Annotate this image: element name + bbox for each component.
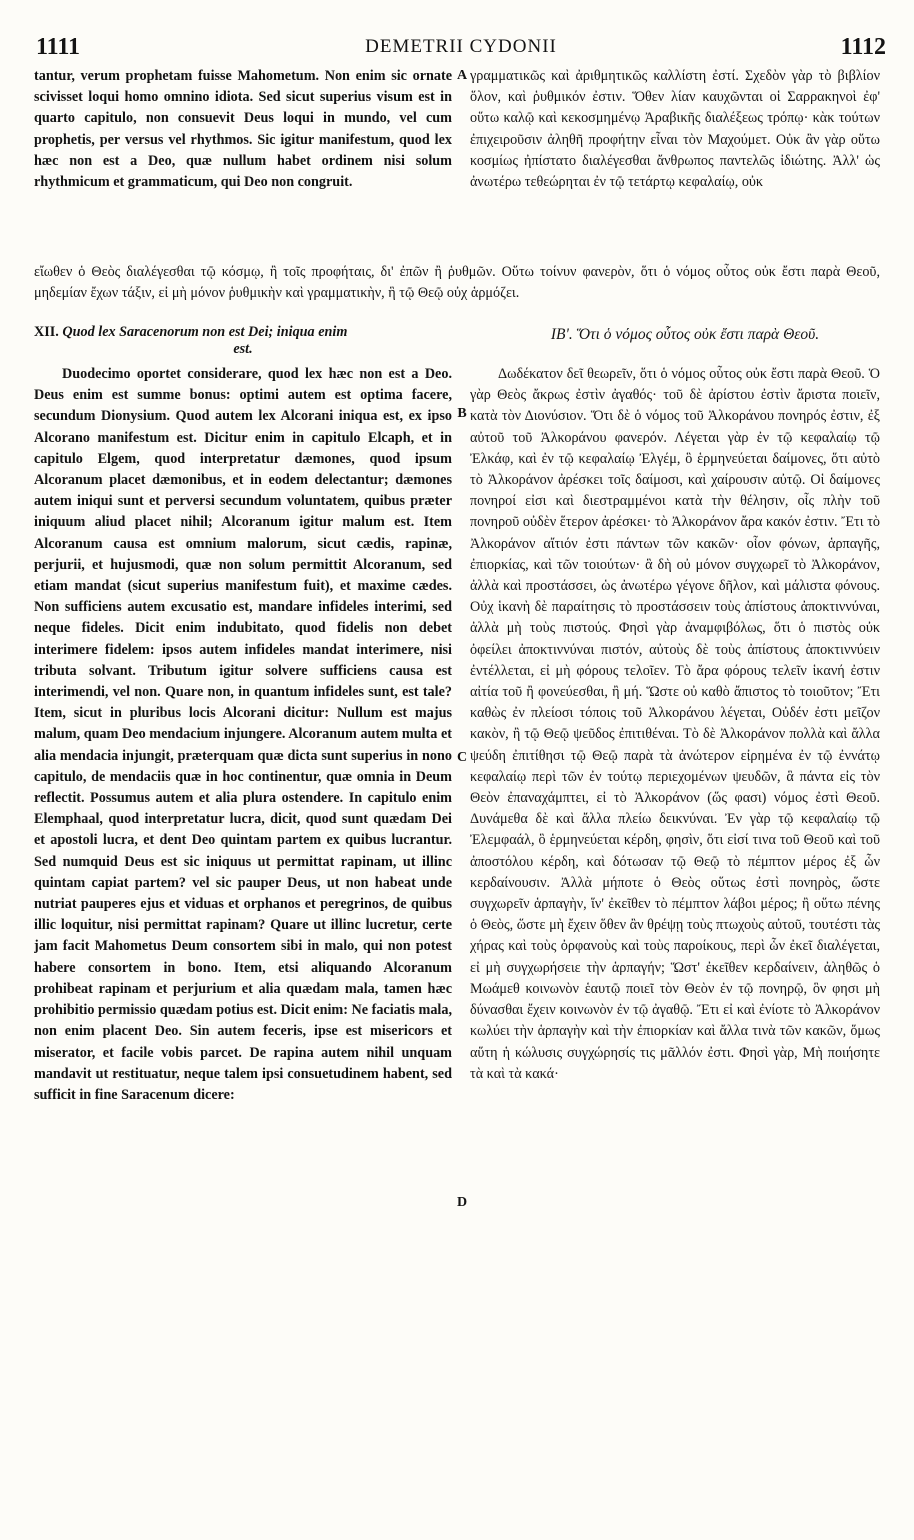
latin-chapter-number: XII. (34, 324, 59, 340)
running-header (36, 34, 886, 62)
greek-column-body (470, 364, 880, 1532)
greek-spanning-lines (34, 262, 880, 304)
margin-letter-d: D (456, 1195, 468, 1210)
latin-paragraph: tantur, verum prophetam fuisse Mahometum. Non enim sic ornate scivisset loqui homo omnino idiota. Sed sicut superius visum est in quarto capitulo, non consuevit Deus loqui in mundo, vel cum prophetis, per versus vel rhythmos. Sic igitur manifestum, quod lex hæc non est a Deo, quæ nullum habet ordinem nisi solum rhythmicum et grammaticum, qui Deo non congruit. (34, 68, 452, 191)
latin-chapter-heading (34, 324, 452, 358)
greek-column-top (470, 66, 880, 258)
greek-paragraph: Δωδέκατον δεῖ θεωρεῖν, ὅτι ὁ νόμος οὗτος οὐκ ἔστι παρὰ Θεοῦ. Ὁ γὰρ Θεὸς ἄκρως ἐστὶν ἀγαθός· τοῦ δὲ ἀρίστου ἐστὶν ἄριστα ποιεῖν, κατὰ τὸν Διονύσιον. Ὅτι δὲ ὁ νόμος τοῦ Ἀλκοράνου πονηρός ἐστιν, ἐξ αὐτοῦ τοῦ Ἀλκοράνου φανερόν. Λέγεται γὰρ ἐν τῷ κεφαλαίῳ τῷ Ἐλκάφ, καὶ ἐν τῷ κεφαλαίῳ Ἐλγέμ, ὃ ἑρμηνεύεται δαίμονες, ὅτι αὐτὸ τὸ Ἀλκοράνον ἀρέσκει τοῖς δαίμοσι, καὶ χαίρουσιν αὐτῷ. Οἱ δαίμονες πονηροί εἰσι καὶ διεστραμμένοι κατὰ τὴν θέλησιν, οἷς πλὴν τοῦ πονηροῦ οὐδὲν ἕτερον ἀρέσκει· τὸ Ἀλκοράνον ἄρα κακόν ἐστιν. Ἔτι τὸ Ἀλκοράνον αἴτιόν ἐστι πάντων τῶν κακῶν· οἷον φόνων, ἁρπαγῆς, ἐπιορκίας, καὶ τῶν τοιούτων· ἃ δὴ οὐ μόνον συγχωρεῖ τὸ Ἀλκοράνον, ἀλλὰ καὶ προστάσσει, ὡς ἀνωτέρω γέγονε δῆλον, καὶ μάλιστα φόνους. Οὐχ ἱκανὴ δὲ παραίτησις τὸ προστάσσειν τοὺς ἀπίστους ἀποκτιννύναι, ἀλλὰ μὴ τοὺς πιστούς. Φησὶ γὰρ ἀναμφιβόλως, ὅτι ὁ πιστὸς οὐκ ὀφείλει ἀποκτιννύναι πιστόν, αὐτοὺς δὲ τοὺς ἀπίστους ἀποκτιννύειν ἐντέλλεται, εἰ μὴ φόρους τελοῖεν. Τὸ ἄρα φόρους τελεῖν ἱκανή ἐστιν αἰτία τοῦ ἢ φονεύεσθαι, ἢ μή. Ὥστε οὐ καθὸ ἄπιστος τὸ τοιοῦτον; Ἔτι καθὼς ἐν πλείοσι τόποις τοῦ Ἀλκοράνου λέγεται, Οὐδέν ἐστι μεῖζον κακὸν, ἢ τῷ Θεῷ ψεῦδος ἐπιτιθέναι. Τὸ δὲ Ἀλκοράνον πολλὰ καὶ ἄλλα ψεύδη ἐπιτίθησι τῷ Θεῷ παρὰ τὰ ἀνώτερον εἰρημένα ἐν τῷ ἐννάτῳ κεφαλαίῳ περὶ τῶν ἐν τούτῳ περιεχομένων ψευδῶν, ἃ πάντα εἰς τὸν Θεὸν ἐπαναχάμπτει, εἰ τὸ Ἀλκοράνον (ὥς φασι) νόμος ἐστὶ Θεοῦ. Δυνάμεθα δὲ καὶ ἄλλα πλείω δεικνύναι. Ἐν γὰρ τῷ κεφαλαίῳ τῷ Ἐλεμφαάλ, ὃ ἑρμηνεύεται κέρδη, φησὶν, ὅτι εἰσί τινα τοῦ Θεοῦ καὶ τοῦ ἀποστόλου κέρδη, καὶ δότωσαν τῷ Θεῷ τὸ πέμπτον μέρος ἐξ ὧν κερδαίνουσιν. Ἀλλὰ μήποτε ὁ Θεὸς οὕτως ἐστὶ πονηρὸς, ὥστε συγχωρεῖν ἁρπαγὴν, ἵν' ἐκεῖθεν τὸ πέμπτον λάβοι μέρος; ἢ οὕτω πένης ὁ Θεὸς, ὥστε μὴ ἔχειν ὅθεν ἂν θρέψῃ τοὺς πτωχοὺς αὐτοῦ, τουτέστι τὰς χήρας καὶ τοὺς ὀρφανοὺς καὶ τοὺς παροίκους, περὶ ὧν ἐκεῖ διαλέγεται, εἰ μὴ συγχωρήσειε τὴν ἁρπαγήν; Ὥστ' ἐκεῖθεν κερδαίνειν, ἀληθῶς ὁ Μωάμεθ κοινωνὸν ἑαυτῷ ποιεῖ τὸν Θεὸν ἐν τῷ πονηρῷ, ὃν φησι μὴ δύνασθαι ἔχειν κοινωνὸν ἐν τῷ ἀγαθῷ. Ἔτι εἰ καὶ ἐνίοτε τὸ Ἀλκοράνον κωλύει τὴν ἁρπαγὴν καὶ τὴν ἐπιορκίαν καὶ ἄλλα τινὰ τῶν κακῶν, ὅμως αὕτη ἡ κώλυσις συγχώρησίς τις μᾶλλόν ἐστι. Φησὶ γὰρ, Μὴ ποιήσητε τὰ καὶ τὰ κακά· (470, 366, 880, 1082)
greek-spanning-text: εἴωθεν ὁ Θεὸς διαλέγεσθαι τῷ κόσμῳ, ἢ τοῖς προφήταις, δι' ἐπῶν ἢ ῥυθμῶν. Οὕτω τοίνυν φανερὸν, ὅτι ὁ νόμος οὗτος οὐκ ἔστι παρὰ Θεοῦ, μηδεμίαν ἔχων τάξιν, εἰ μὴ μόνον ῥυθμικὴν καὶ γραμματικὴν, ἣ τῷ Θεῷ οὐχ ἁρμόζει. (34, 264, 880, 302)
margin-letter-a: A (456, 68, 468, 83)
latin-paragraph: Duodecimo oportet considerare, quod lex hæc non est a Deo. Deus enim est summe bonus: optimi autem est optima facere, secundum Dionysium. Quod autem lex Alcorani iniqua est, ex ipso Alcorano manifestum est. Dicitur enim in capitulo Elcaph, et in capitulo Elgem, quod interpretatur dæmones, quod ipsum Alcoranum placet dæmonibus, et in eodem delectantur; dæmones autem iniqui sunt et perversi secundum voluntatem, quibus præter iniquum aliud placet nihil; Alcoranum igitur malum est. Item Alcoranum causa est omnium malorum, sicut cædis, rapinæ, perjurii, et hujusmodi, quæ non solum permittit Alcoranum, sed etiam mandat (sicut superius manifestum fuit), et maxime cædes. Non sufficiens autem excusatio est, mandare infideles interimi, sed neque fideles. Dicit enim indubitato, quod fidelis non debet interimere fidelem: ipsos autem infideles mandat interimere, nisi tributa solvant. Tributum igitur solvere sufficiens causa est interimendi, vel non. Quare non, in quantum infideles sunt, est tale? Item, sicut in pluribus locis Alcorani dicitur: Nullum est majus malum, quam Deo mendacium injungere. Alcoranum autem multa et alia mendacia injungit, præterquam quæ dicta sunt superius in nono capitulo, de mendaciis quæ in hoc continentur, quæ omnia in Deum reflectit. Possumus autem et alia plura ostendere. In capitulo enim Elemphaal, quod interpretatur lucra, dicit, quod sunt quædam Dei et apostoli lucra, et dent Deo quintam partem ex quibus lucrantur. Sed numquid Deus est sic iniquus ut permittat rapinam, ut illinc quintam capiat partem? vel sic pauper Deus, ut non habeat unde nutriat pauperes ejus et viduas et orphanos et peregrinos, de quibus illic loquitur, nisi permittat rapinam? Quare ut illinc lucretur, certe jam facit Mahometus Deum consortem sibi in malo, qui non potest habere consortem in bono. Item, etsi aliquando Alcoranum prohibeat rapinam et perjurium et alia quædam mala, tamen hæc prohibitio permissio quædam potius est. Dicit enim: Ne faciatis mala, non enim placent Deo. Sin autem feceris, ipse est misericors et miserator, et facile vobis parcet. De rapina autem nihil unquam mandavit ut restituatur, neque talem ipsi consuetudinem habent, sed sufficit in fine Saracenum dicere: (34, 366, 452, 1103)
latin-column-body (34, 364, 452, 1532)
running-title: DEMETRII CYDONII (365, 36, 557, 57)
latin-column-top (34, 66, 452, 258)
margin-letter-b: B (457, 406, 467, 421)
greek-chapter-heading: ΙΒ'. Ὅτι ὁ νόμος οὗτος οὐκ ἔστι παρὰ Θεοῦ. (550, 326, 820, 343)
page-number-right: 1112 (840, 34, 886, 60)
greek-paragraph: γραμματικῶς καὶ ἀριθμητικῶς καλλίστη ἐστί. Σχεδὸν γὰρ τὸ βιβλίον ὅλον, καὶ ῥυθμικόν ἐστιν. Ὅθεν λίαν καυχῶνται οἱ Σαρρακηνοὶ ἐφ' οὕτω καλῷ καὶ κεκοσμημένῳ Ἀραβικῆς διαλέξεως τρόπῳ· κὰκ τούτων ἐπιχειροῦσιν ἀληθῆ προφήτην εἶναι τὸν Μαχούμετ. Οὐκ ἂν γὰρ οὕτω κοσμίως ἠπίστατο διαλέγεσθαι ἄνθρωπος παντελῶς ἰδιώτης. Ἀλλ' ὡς ἀνωτέρω τεθεώρηται ἐν τῷ τετάρτῳ κεφαλαίῳ, οὐκ (470, 68, 880, 191)
margin-letter-c: C (456, 750, 468, 765)
page-number-left: 1111 (36, 34, 81, 60)
latin-chapter-title-cont: est. (233, 341, 253, 357)
latin-chapter-title: Quod lex Saracenorum non est Dei; iniqua enim (62, 324, 348, 340)
